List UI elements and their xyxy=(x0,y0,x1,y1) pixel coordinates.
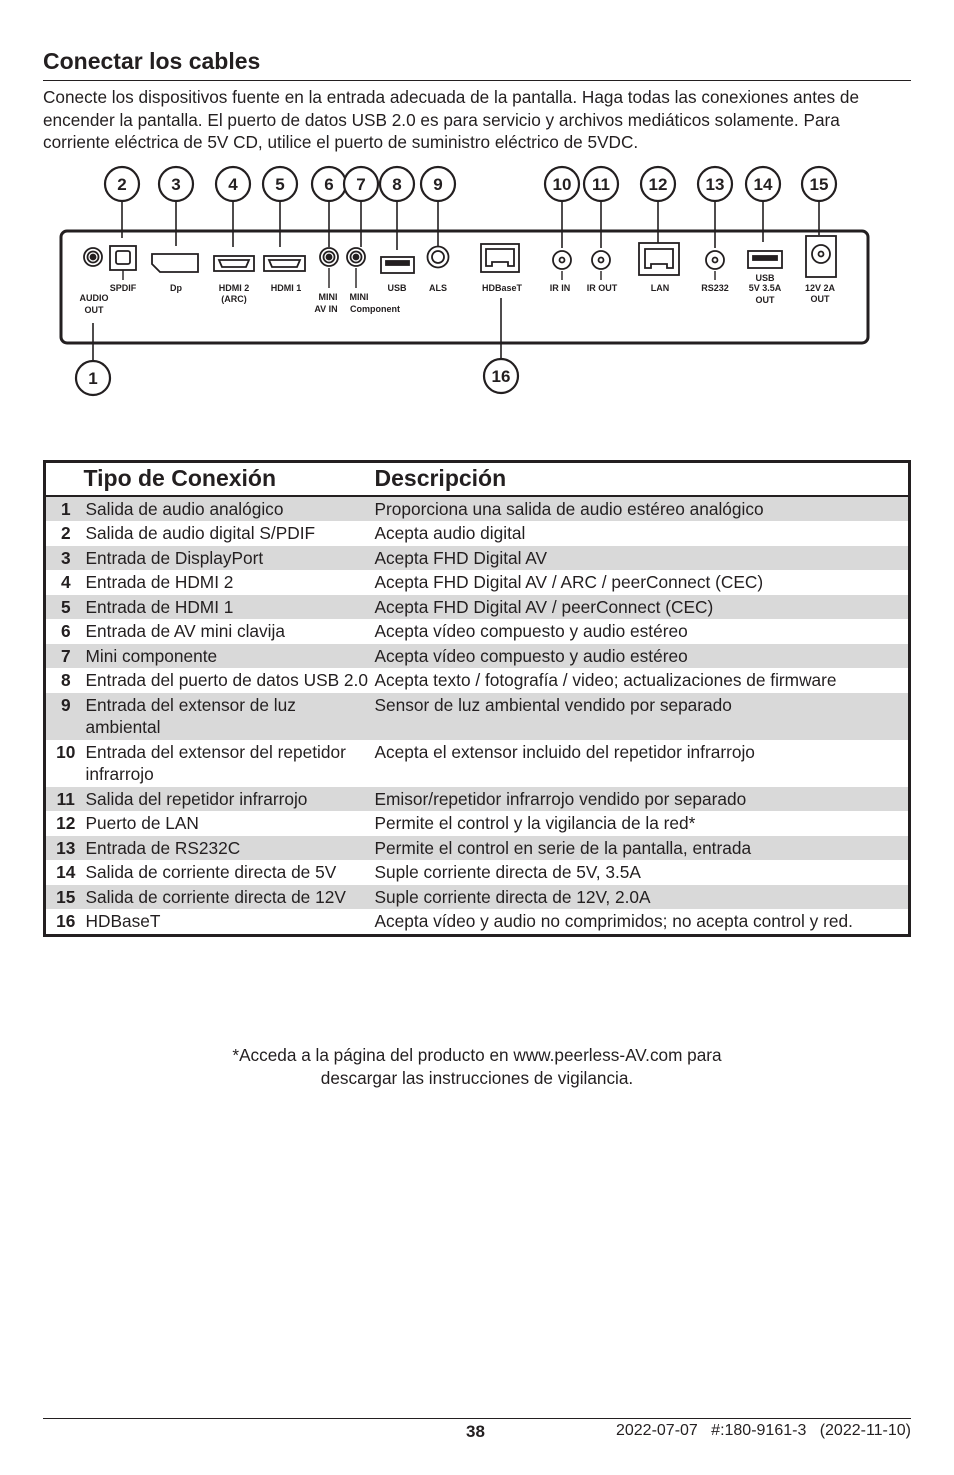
callout-14-label: 14 xyxy=(753,175,773,194)
ir-in-jack-icon xyxy=(553,251,571,269)
port-label-dc-out-out: OUT xyxy=(810,294,830,304)
connection-type: Entrada de HDMI 2 xyxy=(85,572,234,592)
row-number: 5 xyxy=(45,595,84,620)
row-number: 11 xyxy=(45,787,84,812)
row-number: 7 xyxy=(45,644,84,669)
callout-3-label: 3 xyxy=(171,175,181,194)
callout-13-label: 13 xyxy=(705,175,725,194)
connection-type: Salida de audio digital S/PDIF xyxy=(85,523,316,543)
lan-port-icon xyxy=(639,243,679,275)
port-label-spdif: SPDIF xyxy=(109,283,137,293)
table-row xyxy=(45,787,910,812)
intro-paragraph: Conecte los dispositivos fuente en la entrada adecuada de la pantalla. Haga todas las conexiones antes de encender la pantalla. El puerto de datos USB 2.0 es para servicio y archivos mediáticos solamente. Para corriente eléctrica de 5V CD, utilice el puerto de suministro eléctrico de 5VDC. xyxy=(43,87,860,152)
connection-description: Acepta FHD Digital AV / peerConnect (CEC) xyxy=(375,595,910,620)
connection-description: Acepta vídeo y audio no comprimidos; no acepta control y red. xyxy=(374,911,853,931)
connection-description: Acepta texto / fotografía / video; actualizaciones de firmware xyxy=(374,670,837,690)
connection-type: Mini componente xyxy=(84,644,375,669)
row-number: 4 xyxy=(60,572,71,592)
callout-11-label: 11 xyxy=(592,175,610,194)
connection-description: Proporciona una salida de audio estéreo analógico xyxy=(375,496,910,522)
port-label-mini-av-in: AV IN xyxy=(314,304,338,314)
table-row xyxy=(45,836,910,861)
connection-type: Salida de corriente directa de 12V xyxy=(84,885,375,910)
connection-type: Puerto de LAN xyxy=(85,813,199,833)
port-label-ir-in: IR IN xyxy=(549,283,571,293)
connection-description: Acepta vídeo compuesto y audio estéreo xyxy=(375,644,910,669)
audio-out-jack-icon xyxy=(84,248,102,266)
row-number: 13 xyxy=(45,836,84,861)
row-number: 16 xyxy=(56,911,76,931)
connection-panel-diagram xyxy=(0,160,954,410)
table-row xyxy=(45,521,910,546)
table-row xyxy=(45,860,910,885)
table-row xyxy=(45,693,910,740)
mini-component-jack-icon xyxy=(347,248,365,266)
connection-description: Sensor de luz ambiental vendido por separado xyxy=(375,693,910,740)
port-label-mini-av: MINI xyxy=(318,292,338,302)
table-row xyxy=(45,619,910,644)
table-row xyxy=(45,740,910,787)
connection-type: Entrada del extensor del repetidor infrarrojo xyxy=(85,741,346,784)
callout-10-label: 10 xyxy=(552,175,572,194)
port-label-audio-out-2: OUT xyxy=(84,305,104,315)
table-row xyxy=(45,909,910,935)
table-row xyxy=(45,595,910,620)
port-label-hdmi2: HDMI 2 xyxy=(218,283,250,293)
port-label-hdmi2-arc: (ARC) xyxy=(221,294,247,304)
port-label-component: Component xyxy=(350,304,400,314)
document-info: 2022-07-07 #:180-9161-3 (2022-11-10) xyxy=(615,1422,911,1439)
row-number: 1 xyxy=(45,496,84,522)
connection-description: Suple corriente directa de 5V, 3.5A xyxy=(374,862,641,882)
callout-4-label: 4 xyxy=(228,175,238,194)
row-number: 14 xyxy=(56,862,76,882)
port-label-usb-out: USB xyxy=(755,273,775,283)
row-number: 12 xyxy=(56,813,76,833)
footer-divider xyxy=(43,1418,911,1419)
header-desc: Descripción xyxy=(375,462,910,496)
port-label-dp: Dp xyxy=(170,283,182,293)
callout-8-label: 8 xyxy=(392,175,402,194)
usb-port-icon xyxy=(381,257,414,273)
rs232-jack-icon xyxy=(706,251,724,269)
table-row xyxy=(45,811,910,836)
als-jack-icon xyxy=(428,247,449,268)
callout-1-label: 1 xyxy=(88,369,98,388)
port-label-usb: USB xyxy=(387,283,407,293)
port-label-lan: LAN xyxy=(650,283,670,293)
mini-av-jack-icon xyxy=(320,248,338,266)
row-number: 8 xyxy=(60,670,71,690)
port-label-hdmi1: HDMI 1 xyxy=(270,283,302,293)
table-body xyxy=(45,496,910,936)
callout-5-label: 5 xyxy=(275,175,285,194)
hdmi2-port-icon xyxy=(214,256,254,271)
callout-7-label: 7 xyxy=(356,175,366,194)
callout-9-label: 9 xyxy=(433,175,443,194)
footnote-line-1: *Acceda a la página del producto en www.peerless-AV.com para xyxy=(232,1045,722,1065)
connection-description: Suple corriente directa de 12V, 2.0A xyxy=(375,885,910,910)
table-row xyxy=(45,496,910,522)
callout-15-label: 15 xyxy=(809,175,829,194)
title-divider xyxy=(43,80,911,81)
port-label-mini-comp: MINI xyxy=(349,292,369,302)
connection-type: Entrada del extensor de luz ambiental xyxy=(84,693,375,740)
connection-description: Emisor/repetidor infrarrojo vendido por separado xyxy=(375,787,910,812)
port-label-ir-out: IR OUT xyxy=(586,283,618,293)
port-label-audio-out: AUDIO xyxy=(79,293,109,303)
row-number: 10 xyxy=(56,741,76,762)
displayport-icon xyxy=(152,254,198,272)
hdbaset-port-icon xyxy=(481,244,519,272)
spdif-port-icon xyxy=(110,246,136,270)
port-label-als: ALS xyxy=(429,283,447,293)
callout-12-label: 12 xyxy=(648,175,668,194)
connection-type: Salida del repetidor infrarrojo xyxy=(84,787,375,812)
callout-6-label: 6 xyxy=(324,175,334,194)
connection-type: Entrada de RS232C xyxy=(84,836,375,861)
usb-out-port-icon xyxy=(748,251,782,268)
table-row xyxy=(45,546,910,571)
connection-type: Entrada del puerto de datos USB 2.0 xyxy=(85,670,368,690)
connection-type: Entrada de HDMI 1 xyxy=(84,595,375,620)
hdmi1-port-icon xyxy=(264,256,305,271)
table-row xyxy=(45,570,910,595)
connection-type: Entrada de AV mini clavija xyxy=(85,621,285,641)
callout-2-label: 2 xyxy=(117,175,127,194)
connection-description: Acepta audio digital xyxy=(374,523,526,543)
table-row xyxy=(45,668,910,693)
table-row xyxy=(45,644,910,669)
header-num xyxy=(45,462,84,496)
connection-description: Acepta el extensor incluido del repetidor infrarrojo xyxy=(374,741,755,762)
page-number: 38 xyxy=(466,1422,485,1441)
table-row xyxy=(45,885,910,910)
port-label-rs232: RS232 xyxy=(701,283,729,293)
callout-16-label: 16 xyxy=(491,367,511,386)
connection-type: HDBaseT xyxy=(85,911,161,931)
connection-type: Salida de corriente directa de 5V xyxy=(85,862,337,882)
port-label-usb-out-out: OUT xyxy=(755,295,775,305)
footnote-line-2: descargar las instrucciones de vigilancia. xyxy=(320,1068,634,1088)
table-header-row xyxy=(45,462,910,496)
connection-type: Entrada de DisplayPort xyxy=(84,546,375,571)
section-title: Conectar los cables xyxy=(43,48,261,74)
connections-table xyxy=(43,460,911,937)
connection-description: Acepta vídeo compuesto y audio estéreo xyxy=(374,621,688,641)
row-number: 9 xyxy=(45,693,84,740)
dc-out-port-icon xyxy=(806,236,836,277)
row-number: 15 xyxy=(45,885,84,910)
ir-out-jack-icon xyxy=(592,251,610,269)
row-number: 6 xyxy=(60,621,71,641)
connection-type: Salida de audio analógico xyxy=(84,496,375,522)
port-label-usb-out-rating: 5V 3.5A xyxy=(748,283,782,293)
footnote xyxy=(43,1044,911,1090)
connection-description: Acepta FHD Digital AV xyxy=(375,546,910,571)
port-label-hdbaset: HDBaseT xyxy=(481,283,523,293)
io-panel-outline xyxy=(61,231,868,343)
port-label-dc-out: 12V 2A xyxy=(804,283,836,293)
row-number: 2 xyxy=(60,523,71,543)
connection-description: Permite el control y la vigilancia de la red* xyxy=(374,813,696,833)
header-type: Tipo de Conexión xyxy=(84,462,375,496)
connection-description: Permite el control en serie de la pantalla, entrada xyxy=(375,836,910,861)
row-number: 3 xyxy=(45,546,84,571)
connection-description: Acepta FHD Digital AV / ARC / peerConnect (CEC) xyxy=(374,572,764,592)
